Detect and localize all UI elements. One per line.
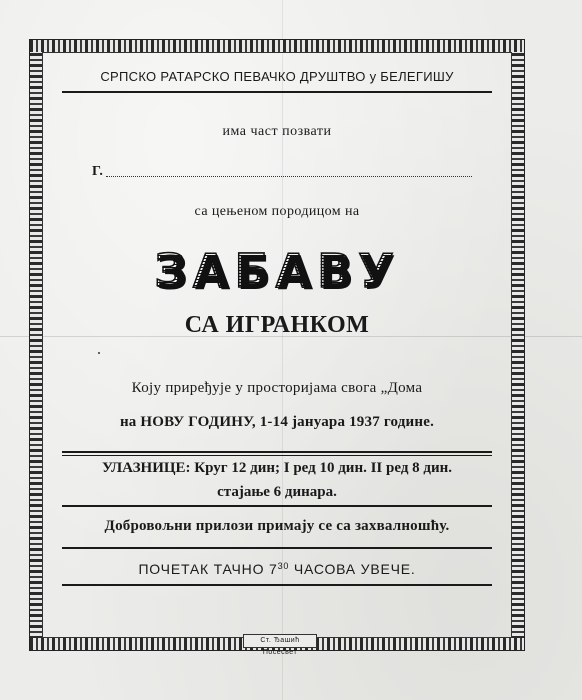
header-rule [62, 91, 492, 93]
donations-text: Добровољни прилози примају се са захвалношћу. [104, 518, 450, 534]
with-family-text: са цењеном породицом на [194, 204, 360, 219]
printer-stamp: Ст. Ђашић Посесвет [243, 634, 317, 648]
event-subtitle: СА ИГРАНКОМ [184, 312, 370, 338]
tickets-rule-top-thin [62, 455, 492, 456]
hosted-by-text: Коју приређује у просторијама свога „Дома [131, 380, 423, 396]
start-prefix: ПОЧЕТАК ТАЧНО 7 [138, 561, 278, 577]
addressee-dotted-blank [106, 176, 472, 177]
ticket-prices: УЛАЗНИЦЕ: Круг 12 дин; I ред 10 дин. II ред 8 дин. [101, 460, 453, 476]
society-header: СРПСКО РАТАРСКО ПЕВАЧКО ДРУШТВО у БЕЛЕГИШУ [100, 69, 454, 84]
addressee-prefix: Г. [92, 164, 103, 179]
ink-dot [98, 352, 100, 354]
start-minutes: 30 [277, 561, 290, 571]
event-date: на НОВУ ГОДИНУ, 1-14 јануара 1937 године. [119, 414, 435, 430]
start-rule-bottom [62, 584, 492, 586]
invitation-honor: има част позвати [222, 124, 332, 139]
addressee-line [92, 164, 476, 182]
start-suffix: ЧАСОВА УВЕЧЕ. [289, 561, 416, 577]
start-rule-top [62, 547, 492, 549]
ticket-standing: стајање 6 динара. [217, 484, 337, 500]
tickets-rule-top [62, 451, 492, 453]
tickets-rule-bottom [62, 505, 492, 507]
start-time [60, 561, 494, 577]
event-title: ЗАБАВУ [60, 244, 494, 298]
